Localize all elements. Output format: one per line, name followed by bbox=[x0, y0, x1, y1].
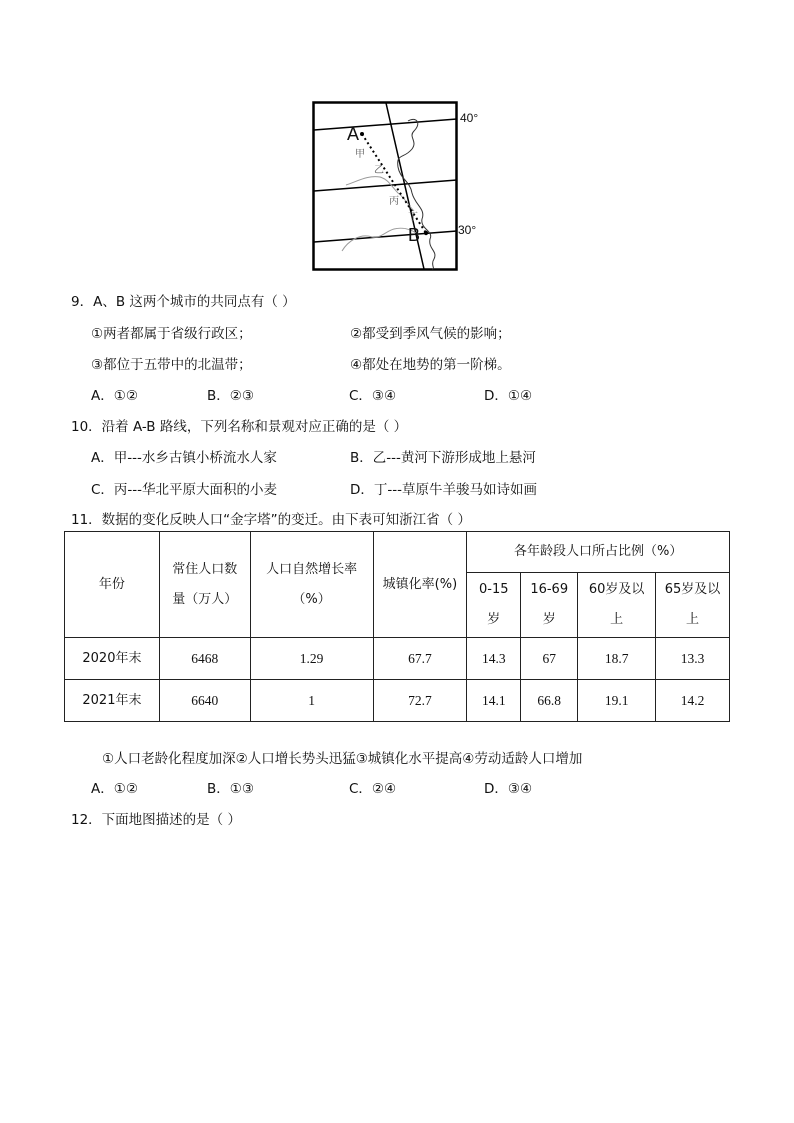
latitude-30-label: 30° bbox=[458, 223, 477, 237]
q9-option-c[interactable]: C．③④ bbox=[349, 388, 397, 404]
label-jia: 甲 bbox=[355, 149, 365, 160]
q10-option-d[interactable]: D．丁---草原牛羊骏马如诗如画 bbox=[350, 482, 538, 498]
table-cell: 14.1 bbox=[467, 680, 521, 722]
table-cell: 6640 bbox=[159, 680, 250, 722]
q9-option-a[interactable]: A．①② bbox=[91, 388, 138, 404]
table-cell: 66.8 bbox=[521, 680, 578, 722]
q9-option-d[interactable]: D．①④ bbox=[484, 388, 533, 404]
q10-option-a[interactable]: A．甲---水乡古镇小桥流水人家 bbox=[91, 450, 277, 466]
q11-option-a[interactable]: A．①② bbox=[91, 781, 138, 797]
q9-statement-4: ④都处在地势的第一阶梯。 bbox=[350, 357, 511, 373]
table-cell: 72.7 bbox=[373, 680, 467, 722]
q11-statements: ①人口老龄化程度加深②人口增长势头迅猛③城镇化水平提高④劳动适龄人口增加 bbox=[102, 751, 583, 767]
q10-option-c[interactable]: C．丙---华北平原大面积的小麦 bbox=[91, 482, 278, 498]
point-b-label: B bbox=[408, 225, 421, 245]
header-urbanization: 城镇化率(%) bbox=[373, 532, 467, 638]
header-age-16-69: 16-69 岁 bbox=[521, 573, 578, 638]
header-age-0-15: 0-15 岁 bbox=[467, 573, 521, 638]
table-cell: 14.3 bbox=[467, 638, 521, 680]
label-ding: 丁 bbox=[408, 212, 418, 223]
header-age-60-plus: 60岁及以 上 bbox=[578, 573, 656, 638]
q11-option-d[interactable]: D．③④ bbox=[484, 781, 533, 797]
q9-statement-2: ②都受到季风气候的影响； bbox=[350, 326, 511, 342]
route-map-drawing bbox=[312, 101, 460, 271]
table-cell: 19.1 bbox=[578, 680, 656, 722]
q11-option-c[interactable]: C．②④ bbox=[349, 781, 397, 797]
table-row bbox=[65, 638, 730, 680]
header-growth-rate: 人口自然增长率 （%） bbox=[250, 532, 373, 638]
table-cell: 1.29 bbox=[250, 638, 373, 680]
table-cell: 6468 bbox=[159, 638, 250, 680]
table-cell: 13.3 bbox=[656, 638, 730, 680]
table-cell: 1 bbox=[250, 680, 373, 722]
table-cell: 18.7 bbox=[578, 638, 656, 680]
header-age-groups: 各年龄段人口所占比例（%） bbox=[467, 532, 730, 573]
header-year: 年份 bbox=[65, 532, 160, 638]
table-row bbox=[65, 680, 730, 722]
q11-option-b[interactable]: B．①③ bbox=[207, 781, 254, 797]
latitude-40-label: 40° bbox=[460, 111, 479, 125]
table-header-row bbox=[65, 532, 730, 573]
q10-option-b[interactable]: B．乙---黄河下游形成地上悬河 bbox=[350, 450, 536, 466]
table-cell: 67.7 bbox=[373, 638, 467, 680]
point-a-label: A bbox=[347, 124, 360, 144]
label-bing: 丙 bbox=[389, 196, 399, 207]
q9-stem: 9．A、B 这两个城市的共同点有（ ） bbox=[71, 294, 296, 310]
header-population: 常住人口数 量（万人） bbox=[159, 532, 250, 638]
q9-statement-3: ③都位于五带中的北温带； bbox=[91, 357, 252, 373]
table-cell: 2021年末 bbox=[65, 680, 160, 722]
table-cell: 2020年末 bbox=[65, 638, 160, 680]
q11-stem: 11．数据的变化反映人口“金字塔”的变迁。由下表可知浙江省（ ） bbox=[71, 512, 471, 528]
table-cell: 14.2 bbox=[656, 680, 730, 722]
q9-option-b[interactable]: B．②③ bbox=[207, 388, 254, 404]
q9-statement-1: ①两者都属于省级行政区； bbox=[91, 326, 252, 342]
population-table bbox=[64, 531, 730, 722]
label-yi: 乙 bbox=[374, 165, 384, 176]
table-cell: 67 bbox=[521, 638, 578, 680]
q12-stem: 12．下面地图描述的是（ ） bbox=[71, 812, 241, 828]
route-map-figure bbox=[312, 101, 479, 271]
header-age-65-plus: 65岁及以 上 bbox=[656, 573, 730, 638]
q10-stem: 10．沿着 A-B 路线，下列名称和景观对应正确的是（ ） bbox=[71, 419, 408, 435]
